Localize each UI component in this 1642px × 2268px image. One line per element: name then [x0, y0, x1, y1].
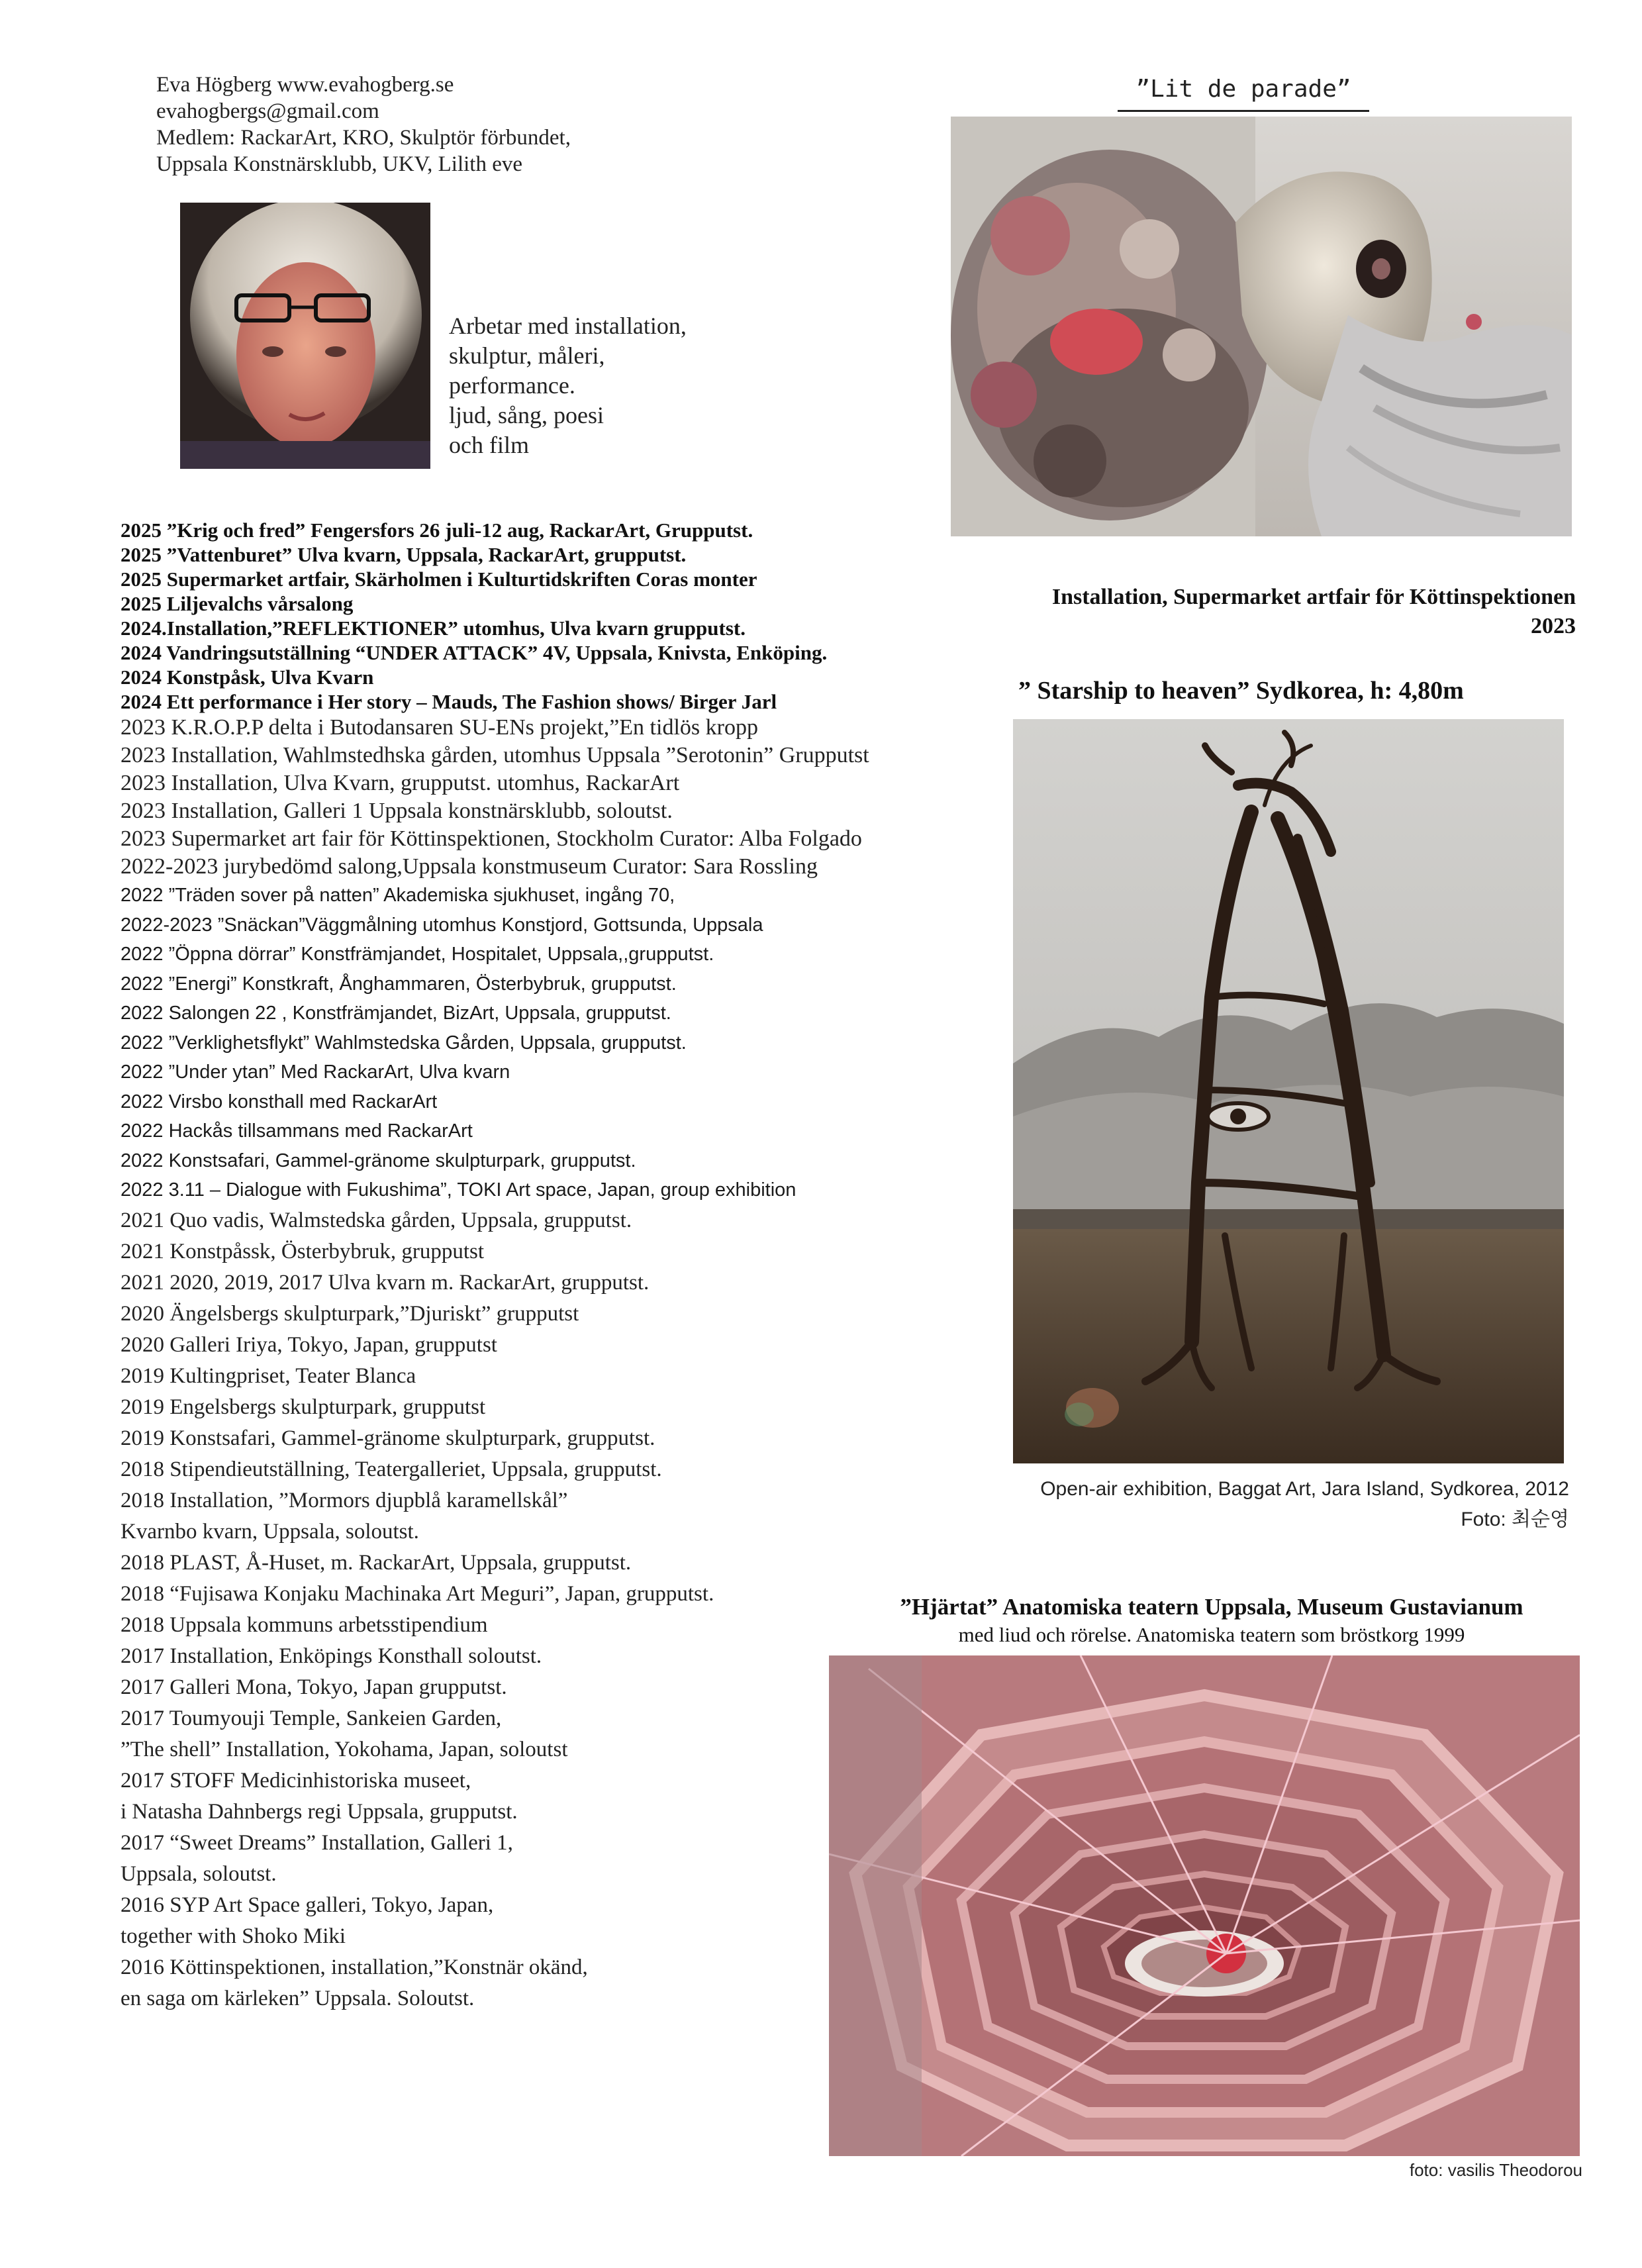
cv-entry: 2023 K.R.O.P.P delta i Butodansaren SU-ENs projekt,”En tidlös kropp	[121, 715, 758, 740]
starship-caption	[973, 1474, 1569, 1535]
cv-entry: 2017 Toumyouji Temple, Sankeien Garden,	[121, 1706, 502, 1730]
cv-entry: 2022 Hackås tillsammans med RackarArt	[121, 1120, 473, 1142]
cv-entry: 2022 3.11 – Dialogue with Fukushima”, TOKI Art space, Japan, group exhibition	[121, 1179, 797, 1201]
membership-line-2: Uppsala Konstnärsklubb, UKV, Lilith eve	[156, 152, 522, 176]
cv-entry: 2018 Installation, ”Mormors djupblå karamellskål”	[121, 1488, 568, 1512]
photo-credit: Foto: 최순영	[1461, 1508, 1569, 1530]
cv-entry: 2022 Konstsafari, Gammel-gränome skulpturpark, grupputst.	[121, 1150, 636, 1171]
cv-entry: 2018 PLAST, Å-Huset, m. RackarArt, Uppsala, grupputst.	[121, 1550, 632, 1575]
artist-portrait	[180, 203, 430, 469]
membership-line-1: Medlem: RackarArt, KRO, Skulptör förbundet,	[156, 126, 571, 150]
cv-entry: 2025 ”Vattenburet” Ulva kvarn, Uppsala, RackarArt, grupputst.	[121, 543, 687, 566]
lit-de-parade-caption	[934, 583, 1576, 641]
cv-entry: 2021 2020, 2019, 2017 Ulva kvarn m. RackarArt, grupputst.	[121, 1270, 650, 1295]
work-description	[449, 311, 793, 460]
caption-line: Open-air exhibition, Baggat Art, Jara Island, Sydkorea, 2012	[1040, 1478, 1569, 1500]
lit-de-parade-photo	[951, 117, 1572, 536]
caption-year: 2023	[1531, 614, 1576, 638]
cv-entry: 2023 Installation, Wahlmstedhska gården, utomhus Uppsala ”Serotonin” Grupputst	[121, 743, 869, 767]
artist-header	[156, 72, 739, 177]
cv-entry: 2016 Köttinspektionen, installation,”Konstnär okänd,	[121, 1955, 588, 1979]
cv-entry: ”The shell” Installation, Yokohama, Japan, soloutst	[121, 1737, 568, 1761]
work-line-4: ljud, sång, poesi	[449, 402, 604, 428]
cv-entry: en saga om kärleken” Uppsala. Soloutst.	[121, 1986, 475, 2010]
cv-entry: 2022 ”Under ytan” Med RackarArt, Ulva kvarn	[121, 1061, 510, 1083]
cv-entry: 2017 STOFF Medicinhistoriska museet,	[121, 1768, 471, 1793]
hjartat-photo	[829, 1655, 1580, 2156]
cv-entry: 2025 Liljevalchs vårsalong	[121, 592, 354, 615]
cv-entry: Kvarnbo kvarn, Uppsala, soloutst.	[121, 1519, 419, 1544]
hjartat-title-line-1: ”Hjärtat” Anatomiska teatern Uppsala, Museum Gustavianum	[900, 1594, 1523, 1620]
cv-entry: 2019 Kultingpriset, Teater Blanca	[121, 1363, 416, 1388]
cv-entry: 2022 ”Verklighetsflykt” Wahlmstedska Gården, Uppsala, grupputst.	[121, 1032, 687, 1054]
cv-entry: 2018 Uppsala kommuns arbetsstipendium	[121, 1612, 488, 1637]
cv-entry: 2024.Installation,”REFLEKTIONER” utomhus, Ulva kvarn grupputst.	[121, 616, 746, 640]
cv-entry: 2021 Konstpåssk, Österbybruk, grupputst	[121, 1239, 485, 1263]
cv-entry: 2024 Vandringsutställning “UNDER ATTACK” 4V, Uppsala, Knivsta, Enköping.	[121, 641, 828, 664]
cv-entry: 2024 Konstpåsk, Ulva Kvarn	[121, 666, 374, 689]
cv-entry: 2020 Ängelsbergs skulpturpark,”Djuriskt” grupputst	[121, 1301, 579, 1326]
cv-entry: 2022 Salongen 22 , Konstfrämjandet, BizArt, Uppsala, grupputst.	[121, 1003, 671, 1024]
cv-entry: 2018 “Fujisawa Konjaku Machinaka Art Meguri”, Japan, grupputst.	[121, 1581, 714, 1606]
hjartat-title-line-2: med liud och rörelse. Anatomiska teatern som bröstkorg 1999	[958, 1623, 1465, 1646]
cv-entry: 2025 Supermarket artfair, Skärholmen i Kulturtidskriften Coras monter	[121, 567, 757, 591]
cv-entry: 2022 ”Öppna dörrar” Konstfrämjandet, Hospitalet, Uppsala,,grupputst.	[121, 944, 714, 965]
cv-entry: 2019 Engelsbergs skulpturpark, grupputst	[121, 1395, 486, 1419]
cv-entry: Uppsala, soloutst.	[121, 1861, 277, 1886]
cv-entry: 2023 Installation, Galleri 1 Uppsala konstnärsklubb, soloutst.	[121, 799, 673, 823]
cv-entry: 2025 ”Krig och fred” Fengersfors 26 juli-12 aug, RackarArt, Grupputst.	[121, 518, 753, 542]
cv-entry: 2022-2023 jurybedömd salong,Uppsala konstmuseum Curator: Sara Rossling	[121, 854, 818, 879]
hjartat-title	[847, 1593, 1576, 1649]
work-line-2: skulptur, måleri,	[449, 342, 605, 369]
cv-entry: 2017 Installation, Enköpings Konsthall soloutst.	[121, 1644, 542, 1668]
lit-de-parade-title: ”Lit de parade”	[1118, 73, 1369, 112]
cv-entry: 2016 SYP Art Space galleri, Tokyo, Japan,	[121, 1893, 494, 1917]
cv-entry: 2017 Galleri Mona, Tokyo, Japan grupputst.	[121, 1675, 507, 1699]
work-line-5: och film	[449, 432, 529, 458]
work-line-3: performance.	[449, 372, 575, 399]
cv-entry: 2021 Quo vadis, Walmstedska gården, Uppsala, grupputst.	[121, 1208, 632, 1232]
cv-entry: 2022-2023 ”Snäckan”Väggmålning utomhus Konstjord, Gottsunda, Uppsala	[121, 914, 763, 936]
hjartat-photo-credit: foto: vasilis Theodorou	[1409, 2160, 1582, 2180]
cv-entry: 2019 Konstsafari, Gammel-gränome skulpturpark, grupputst.	[121, 1426, 655, 1450]
cv-entry: 2024 Ett performance i Her story – Mauds, The Fashion shows/ Birger Jarl	[121, 690, 777, 713]
cv-entry: 2023 Installation, Ulva Kvarn, grupputst. utomhus, RackarArt	[121, 771, 680, 795]
work-line-1: Arbetar med installation,	[449, 313, 687, 339]
starship-photo	[1013, 719, 1564, 1463]
artist-email: evahogbergs@gmail.com	[156, 99, 379, 123]
cv-entry: 2018 Stipendieutställning, Teatergalleriet, Uppsala, grupputst.	[121, 1457, 662, 1481]
cv-entry: i Natasha Dahnbergs regi Uppsala, grupputst.	[121, 1799, 518, 1824]
cv-entry: 2023 Supermarket art fair för Köttinspektionen, Stockholm Curator: Alba Folgado	[121, 826, 862, 851]
cv-entry: 2022 Virsbo konsthall med RackarArt	[121, 1091, 438, 1112]
starship-title: ” Starship to heaven” Sydkorea, h: 4,80m	[1018, 677, 1464, 705]
artist-name-website: Eva Högberg www.evahogberg.se	[156, 73, 454, 97]
cv-entry: 2022 ”Energi” Konstkraft, Ånghammaren, Österbybruk, grupputst.	[121, 973, 677, 995]
cv-entry: 2022 ”Träden sover på natten” Akademiska sjukhuset, ingång 70,	[121, 885, 675, 906]
cv-entry: 2020 Galleri Iriya, Tokyo, Japan, grupputst	[121, 1332, 497, 1357]
cv-entry: together with Shoko Miki	[121, 1924, 346, 1948]
cv-entry: 2017 “Sweet Dreams” Installation, Galleri 1,	[121, 1830, 513, 1855]
caption-line: Installation, Supermarket artfair för Köttinspektionen	[1051, 585, 1576, 609]
